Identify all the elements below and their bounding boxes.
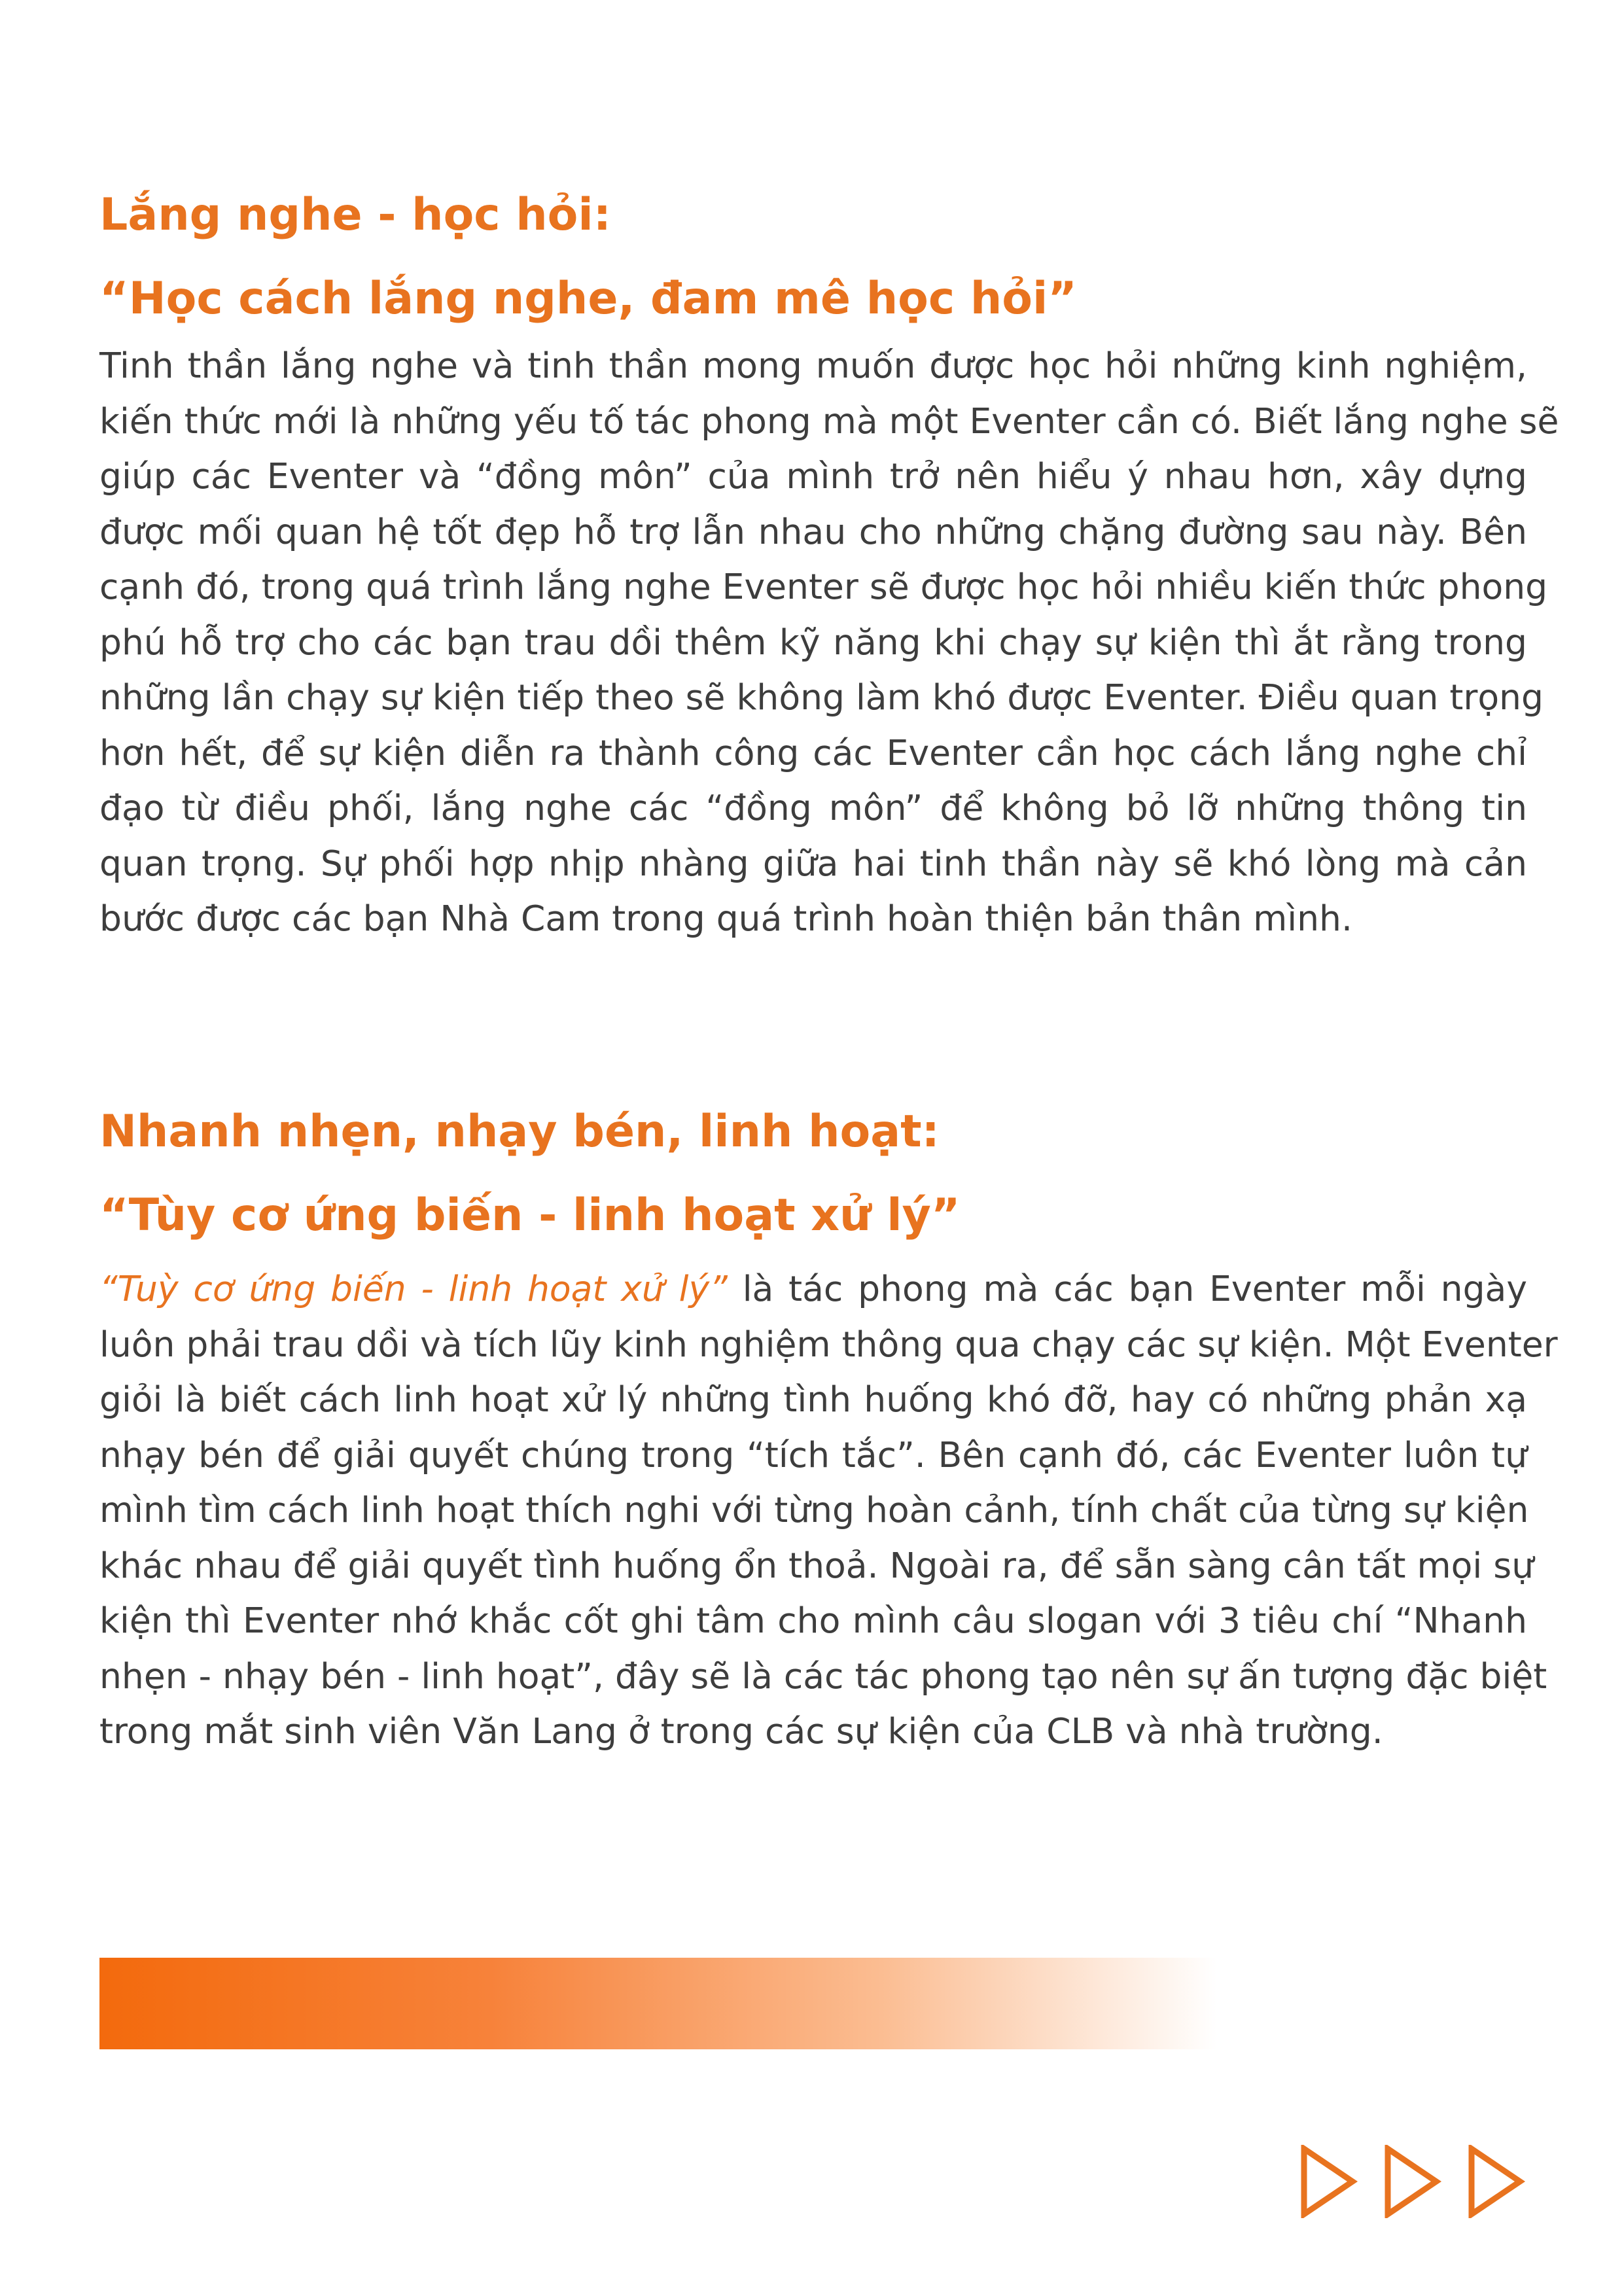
section2-heading	[99, 1090, 1539, 1258]
decorative-gradient-bar	[99, 1958, 1217, 2049]
section2-body-line: khác nhau để giải quyết tình huống ổn thoả. Ngoài ra, để sẵn sàng cân tất mọi sự	[99, 1544, 1534, 1586]
section2-body-line: trong mắt sinh viên Văn Lang ở trong các sự kiện của CLB và nhà trường.	[99, 1710, 1383, 1752]
section1-body-line: đạo từ điều phối, lắng nghe các “đồng môn” để không bỏ lỡ những thông tin	[99, 787, 1527, 828]
section2-body	[99, 1262, 1558, 1759]
section1-body	[99, 338, 1559, 947]
section1-heading-line1: Lắng nghe - học hỏi:	[99, 189, 611, 241]
section2-body-first-line	[99, 1262, 1527, 1317]
section2-quote: “Tuỳ cơ ứng biến - linh hoạt xử lý”	[99, 1268, 728, 1309]
section2-body-line: nhẹn - nhạy bén - linh hoạt”, đây sẽ là các tác phong tạo nên sự ấn tượng đặc biệt	[99, 1655, 1547, 1697]
section1-body-line: bước được các bạn Nhà Cam trong quá trình hoàn thiện bản thân mình.	[99, 898, 1352, 939]
section1-body-line: hơn hết, để sự kiện diễn ra thành công các Eventer cần học cách lắng nghe chỉ	[99, 732, 1527, 773]
section2-body-line: nhạy bén để giải quyết chúng trong “tích tắc”. Bên cạnh đó, các Eventer luôn tự	[99, 1434, 1527, 1475]
section1-body-line: được mối quan hệ tốt đẹp hỗ trợ lẫn nhau cho những chặng đường sau này. Bên	[99, 510, 1527, 552]
section1-body-line: phú hỗ trợ cho các bạn trau dồi thêm kỹ năng khi chạy sự kiện thì ắt rằng trong	[99, 621, 1527, 663]
section2-body-line: giỏi là biết cách linh hoạt xử lý những tình huống khó đỡ, hay có những phản xạ	[99, 1379, 1527, 1420]
next-arrows-decoration	[1299, 2145, 1528, 2218]
section1-body-line: Tinh thần lắng nghe và tinh thần mong muốn được học hỏi những kinh nghiệm,	[99, 345, 1527, 386]
section2-heading-line2: “Tùy cơ ứng biến - linh hoạt xử lý”	[99, 1190, 961, 1241]
section1-heading-line2: “Học cách lắng nghe, đam mê học hỏi”	[99, 273, 1077, 325]
section2-body-line: kiện thì Eventer nhớ khắc cốt ghi tâm cho mình câu slogan với 3 tiêu chí “Nhanh	[99, 1600, 1527, 1641]
section1-body-line: kiến thức mới là những yếu tố tác phong mà một Eventer cần có. Biết lắng nghe sẽ	[99, 400, 1559, 442]
triangle-right-outline-icon	[1388, 2149, 1436, 2214]
triangle-right-outline-icon	[1472, 2149, 1520, 2214]
section2-body-line: mình tìm cách linh hoạt thích nghi với từng hoàn cảnh, tính chất của từng sự kiện	[99, 1489, 1529, 1530]
arrows-svg	[1299, 2145, 1528, 2218]
section1-body-line: giúp các Eventer và “đồng môn” của mình trở nên hiểu ý nhau hơn, xây dựng	[99, 455, 1527, 497]
section1-body-line: những lần chạy sự kiện tiếp theo sẽ không làm khó được Eventer. Điều quan trọng	[99, 677, 1544, 718]
section2-heading-line1: Nhanh nhẹn, nhạy bén, linh hoạt:	[99, 1106, 940, 1157]
triangle-right-outline-icon	[1304, 2149, 1352, 2214]
section2-first-line-rest: là tác phong mà các bạn Eventer mỗi ngày	[727, 1268, 1527, 1309]
section1-body-line: cạnh đó, trong quá trình lắng nghe Eventer sẽ được học hỏi nhiều kiến thức phong	[99, 566, 1548, 607]
section2-body-line: luôn phải trau dồi và tích lũy kinh nghiệm thông qua chạy các sự kiện. Một Eventer	[99, 1323, 1558, 1365]
section1-heading	[99, 173, 1539, 341]
section1-body-line: quan trọng. Sự phối hợp nhịp nhàng giữa hai tinh thần này sẽ khó lòng mà cản	[99, 842, 1527, 884]
